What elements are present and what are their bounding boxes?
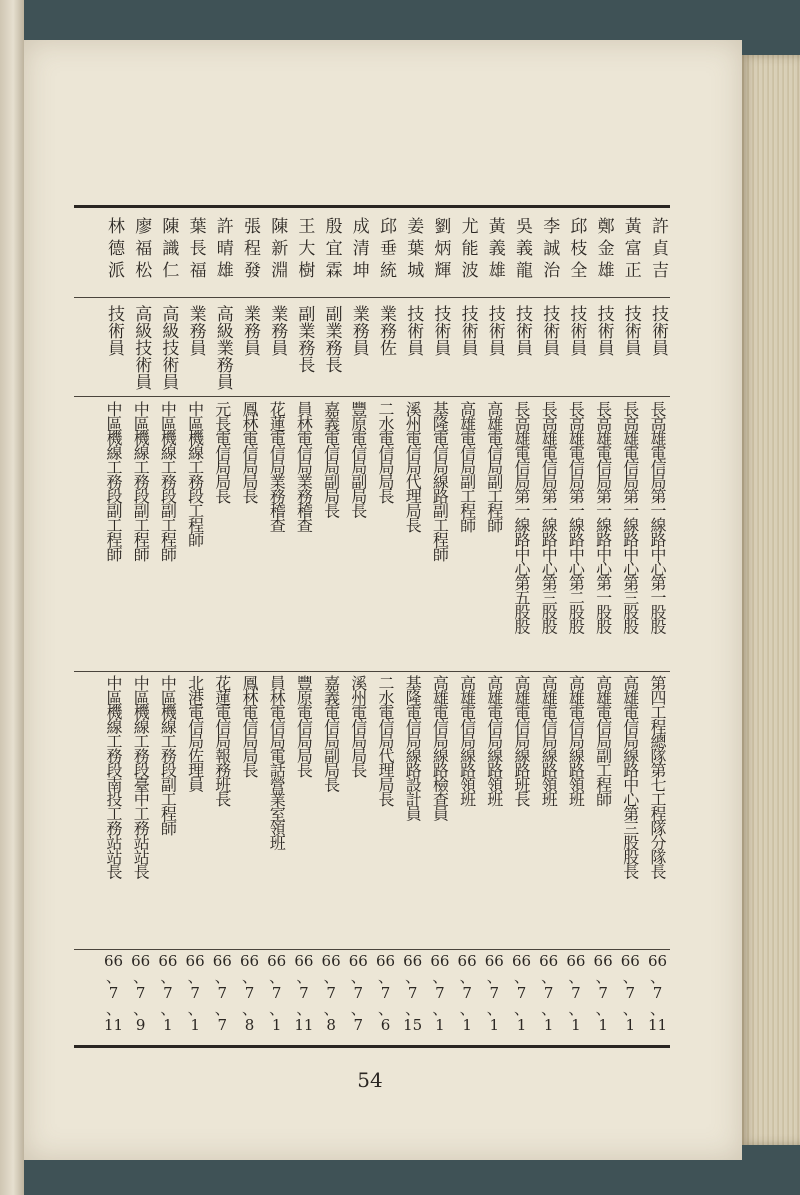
effective-date (129, 953, 152, 1043)
date-separator: 、 (595, 968, 611, 986)
date-separator: 、 (568, 1000, 584, 1018)
effective-date (347, 953, 370, 1043)
effective-date (510, 953, 533, 1043)
effective-date (156, 953, 179, 1043)
new-position: 二水電信局代理局長 (376, 675, 395, 806)
table-row (184, 205, 207, 1048)
date-separator: 、 (595, 1000, 611, 1018)
date-separator: 、 (269, 1000, 285, 1018)
effective-date (483, 953, 506, 1043)
table-row (292, 205, 315, 1048)
date-part: 7 (571, 984, 581, 1002)
date-separator: 、 (459, 1000, 475, 1018)
effective-date (592, 953, 615, 1043)
date-separator: 、 (160, 968, 176, 986)
original-unit: 長高雄電信局第一線路中心第二股股 (566, 401, 586, 633)
date-part: 66 (239, 952, 260, 970)
original-unit: 溪州電信局代理局長 (403, 401, 423, 532)
date-part: 66 (103, 952, 124, 970)
person-name: 李誠治 (539, 217, 560, 283)
date-separator: 、 (241, 1000, 257, 1018)
new-position: 鳳林電信局局長 (240, 675, 259, 777)
date-part: 7 (652, 984, 663, 1002)
date-part: 8 (244, 1016, 255, 1034)
new-position: 中區機線工務段副工程師 (158, 675, 178, 835)
original-unit: 中區機線工務段工程師 (185, 401, 205, 546)
date-part: 7 (108, 984, 119, 1002)
new-position: 高雄電信局線路領班 (539, 675, 559, 806)
new-position: 豐原電信局局長 (294, 675, 314, 777)
original-unit: 鳳林電信局局長 (240, 401, 259, 503)
date-separator: 、 (105, 968, 121, 986)
original-unit: 長高雄電信局第一線路中心第三股股 (539, 401, 559, 633)
date-part: 66 (511, 952, 532, 970)
date-separator: 、 (350, 968, 366, 986)
table-row (537, 205, 560, 1048)
job-title: 技術員 (457, 305, 478, 356)
job-title: 技術員 (593, 305, 614, 356)
date-part: 1 (190, 1016, 200, 1034)
date-separator: 、 (296, 968, 312, 986)
job-title: 技術員 (620, 305, 641, 356)
person-name: 成清坤 (348, 217, 369, 283)
date-separator: 、 (432, 1000, 448, 1018)
date-part: 7 (326, 984, 336, 1002)
date-part: 7 (516, 984, 527, 1002)
table-row (238, 205, 261, 1048)
job-title: 業務佐 (376, 305, 396, 356)
new-position: 北港電信局佐理員 (185, 675, 205, 791)
new-position: 高雄電信局線路領班 (484, 675, 504, 806)
table-row (428, 205, 451, 1048)
effective-date (374, 953, 397, 1043)
date-part: 7 (299, 984, 309, 1002)
person-name: 吳義龍 (512, 217, 532, 283)
job-title: 業務員 (267, 305, 288, 356)
effective-date (211, 953, 234, 1043)
job-title: 技術員 (648, 305, 668, 356)
date-separator: 、 (513, 1000, 529, 1018)
original-unit: 元長電信局局長 (212, 401, 232, 503)
table-row (592, 205, 615, 1048)
date-part: 66 (267, 952, 287, 970)
date-separator: 、 (323, 1000, 339, 1018)
date-separator: 、 (649, 1000, 665, 1018)
effective-date (537, 953, 560, 1043)
person-name: 姜葉城 (403, 217, 424, 283)
person-name: 黃富正 (620, 217, 641, 283)
date-separator: 、 (541, 968, 557, 986)
date-part: 7 (271, 984, 282, 1002)
date-separator: 、 (133, 968, 149, 986)
effective-date (401, 953, 424, 1043)
date-part: 66 (403, 952, 423, 970)
person-name: 陳識仁 (158, 217, 179, 283)
new-position: 高雄電信局線路領班 (457, 675, 477, 806)
new-position: 花蓮電信局報務班長 (212, 675, 232, 806)
date-separator: 、 (459, 968, 475, 986)
original-unit: 二水電信局局長 (376, 401, 395, 503)
date-part: 6 (380, 1016, 391, 1034)
date-part: 66 (484, 952, 504, 970)
date-part: 1 (571, 1016, 581, 1034)
new-position: 溪州電信局局長 (348, 675, 368, 777)
job-title: 技術員 (484, 305, 505, 356)
date-separator: 、 (350, 1000, 366, 1018)
job-title: 副業務長 (294, 305, 315, 373)
date-part: 7 (598, 984, 608, 1002)
person-name: 王大樹 (294, 217, 315, 283)
person-name: 劉炳輝 (430, 217, 451, 283)
date-part: 7 (625, 984, 636, 1002)
date-separator: 、 (622, 968, 638, 986)
job-title: 技術員 (539, 305, 560, 356)
date-separator: 、 (323, 968, 339, 986)
date-separator: 、 (133, 1000, 149, 1018)
left-page-edge (0, 0, 24, 1195)
table-row (483, 205, 506, 1048)
date-separator: 、 (160, 1000, 176, 1018)
date-separator: 、 (486, 1000, 502, 1018)
date-part: 11 (103, 1016, 124, 1034)
job-title: 高級業務員 (212, 305, 233, 390)
date-separator: 、 (187, 968, 203, 986)
table-row (102, 205, 125, 1048)
original-unit: 中區機線工務段副工程師 (104, 401, 123, 561)
effective-date (102, 953, 125, 1043)
date-part: 66 (321, 952, 341, 970)
table-row (129, 205, 152, 1048)
date-separator: 、 (296, 1000, 312, 1018)
date-part: 7 (462, 984, 472, 1002)
new-position: 高雄電信局線路中心第三股股長 (620, 675, 640, 878)
effective-date (184, 953, 207, 1043)
person-name: 張程發 (240, 217, 260, 283)
person-name: 林德派 (104, 217, 124, 283)
person-name: 許貞吉 (648, 217, 668, 283)
original-unit: 員林電信局業務稽查 (294, 401, 314, 532)
date-part: 9 (135, 1016, 146, 1034)
date-separator: 、 (649, 968, 665, 986)
date-part: 1 (271, 1016, 282, 1034)
date-part: 7 (489, 984, 500, 1002)
date-part: 7 (190, 984, 200, 1002)
job-title: 技術員 (512, 305, 532, 356)
date-separator: 、 (568, 968, 584, 986)
effective-date (238, 953, 261, 1043)
date-part: 66 (212, 952, 232, 970)
new-position: 基隆電信局線路設計員 (403, 675, 423, 820)
job-title: 技術員 (104, 305, 124, 356)
date-part: 1 (516, 1016, 527, 1034)
table-row (401, 205, 424, 1048)
job-title: 技術員 (566, 305, 587, 356)
date-part: 7 (435, 984, 445, 1002)
job-title: 業務員 (348, 305, 369, 356)
date-part: 66 (539, 952, 559, 970)
effective-date (428, 953, 451, 1043)
effective-date (265, 953, 288, 1043)
date-part: 66 (430, 952, 450, 970)
date-part: 66 (158, 952, 178, 970)
date-part: 1 (598, 1016, 608, 1034)
job-title: 技術員 (430, 305, 451, 356)
date-part: 7 (244, 984, 255, 1002)
new-position: 中區機線工務段南投工務站站長 (104, 675, 123, 878)
job-title: 副業務長 (321, 305, 342, 373)
new-position: 高雄電信局線路檢查員 (430, 675, 450, 820)
date-part: 7 (217, 1016, 228, 1034)
person-name: 邱枝全 (566, 217, 587, 283)
table-row (646, 205, 669, 1048)
original-unit: 嘉義電信局副局長 (321, 401, 341, 517)
person-name: 陳新淵 (267, 217, 288, 283)
person-name: 許晴雄 (212, 217, 233, 283)
person-name: 鄭金雄 (593, 217, 614, 283)
date-separator: 、 (269, 968, 285, 986)
table-row (320, 205, 343, 1048)
date-part: 7 (353, 1016, 364, 1034)
date-part: 7 (380, 984, 391, 1002)
original-unit: 長高雄電信局第一線路中心第一股股 (648, 401, 667, 633)
effective-date (564, 953, 587, 1043)
table-row (156, 205, 179, 1048)
date-separator: 、 (405, 968, 421, 986)
original-unit: 高雄電信局副工程師 (457, 401, 477, 532)
date-separator: 、 (513, 968, 529, 986)
date-part: 7 (407, 984, 418, 1002)
date-part: 66 (647, 952, 668, 970)
original-unit: 基隆電信局線路副工程師 (430, 401, 450, 561)
date-part: 1 (163, 1016, 173, 1034)
person-name: 邱垂統 (376, 217, 396, 283)
table-row (265, 205, 288, 1048)
original-unit: 中區機線工務段副工程師 (131, 401, 151, 561)
personnel-table (74, 205, 670, 1048)
original-unit: 長高雄電信局第一線路中心第五股股 (512, 401, 531, 633)
date-part: 1 (489, 1016, 500, 1034)
date-part: 66 (294, 952, 314, 970)
date-part: 66 (620, 952, 640, 970)
original-unit: 高雄電信局副工程師 (484, 401, 504, 532)
date-part: 7 (163, 984, 173, 1002)
date-part: 7 (135, 984, 146, 1002)
date-separator: 、 (377, 968, 393, 986)
original-unit: 長高雄電信局第一線路中心第一股股 (593, 401, 613, 633)
date-part: 66 (348, 952, 368, 970)
original-unit: 豐原電信局副局長 (348, 401, 368, 517)
date-part: 1 (462, 1016, 472, 1034)
effective-date (456, 953, 479, 1043)
date-separator: 、 (214, 1000, 230, 1018)
table-row (374, 205, 397, 1048)
date-separator: 、 (241, 968, 257, 986)
person-name: 廖福松 (131, 217, 152, 283)
date-part: 66 (131, 952, 151, 970)
new-position: 高雄電信局副工程師 (593, 675, 613, 806)
new-position: 第四工程總隊第七工程隊分隊長 (648, 675, 667, 878)
date-part: 1 (625, 1016, 636, 1034)
table-row (456, 205, 479, 1048)
date-separator: 、 (622, 1000, 638, 1018)
date-part: 15 (403, 1016, 423, 1034)
table-row (347, 205, 370, 1048)
original-unit: 長高雄電信局第一線路中心第三股股 (620, 401, 640, 633)
job-title: 高級技術員 (158, 305, 179, 390)
date-separator: 、 (541, 1000, 557, 1018)
effective-date (646, 953, 669, 1043)
date-part: 11 (647, 1016, 668, 1034)
date-part: 1 (435, 1016, 445, 1034)
new-position: 高雄電信局線路領班 (566, 675, 586, 806)
date-part: 66 (457, 952, 477, 970)
page-number: 54 (357, 1068, 383, 1092)
date-separator: 、 (377, 1000, 393, 1018)
date-separator: 、 (405, 1000, 421, 1018)
new-position: 嘉義電信局副局長 (321, 675, 341, 791)
date-separator: 、 (105, 1000, 121, 1018)
effective-date (320, 953, 343, 1043)
date-part: 7 (217, 984, 228, 1002)
job-title: 業務員 (185, 305, 206, 356)
new-position: 高雄電信局線路班長 (512, 675, 531, 806)
date-part: 7 (543, 984, 554, 1002)
new-position: 員林電信局電話營業室領班 (267, 675, 287, 849)
table-row (619, 205, 642, 1048)
date-part: 8 (326, 1016, 336, 1034)
person-name: 葉長福 (185, 217, 206, 283)
original-unit: 中區機線工務段副工程師 (158, 401, 178, 561)
date-part: 66 (185, 952, 205, 970)
book-page-edges (740, 55, 800, 1145)
effective-date (292, 953, 315, 1043)
new-position: 中區機線工務段臺中工務站站長 (131, 675, 151, 878)
date-part: 11 (294, 1016, 314, 1034)
person-name: 尤能波 (457, 217, 478, 283)
person-name: 殷宜霖 (321, 217, 342, 283)
date-part: 66 (593, 952, 613, 970)
date-separator: 、 (187, 1000, 203, 1018)
date-part: 1 (543, 1016, 554, 1034)
job-title: 技術員 (403, 305, 424, 356)
date-part: 7 (353, 984, 364, 1002)
original-unit: 花蓮電信局業務稽查 (267, 401, 287, 532)
table-row (510, 205, 533, 1048)
person-name: 黃義雄 (484, 217, 505, 283)
effective-date (619, 953, 642, 1043)
date-part: 66 (375, 952, 396, 970)
date-separator: 、 (214, 968, 230, 986)
job-title: 業務員 (240, 305, 260, 356)
job-title: 高級技術員 (131, 305, 152, 390)
date-part: 66 (566, 952, 586, 970)
table-row (211, 205, 234, 1048)
date-separator: 、 (486, 968, 502, 986)
table-row (564, 205, 587, 1048)
date-separator: 、 (432, 968, 448, 986)
